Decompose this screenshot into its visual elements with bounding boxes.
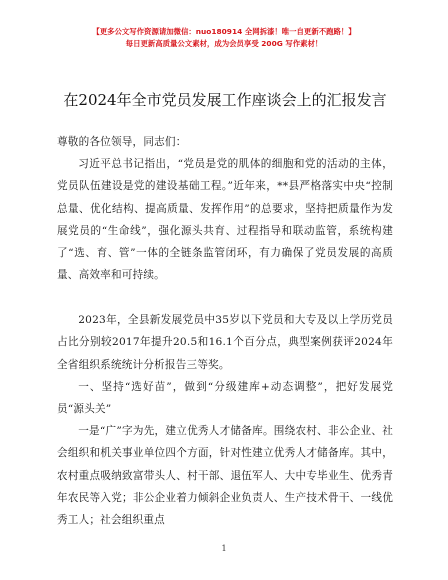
- salutation: 尊敬的各位领导，同志们：: [57, 136, 187, 148]
- page-number: 1: [221, 544, 227, 553]
- promo-banner-line-2: 每日更新高质量公文素材，成为会员享受 200G 写作素材！: [125, 39, 323, 48]
- paragraph-results: 2023年，全县新发展党员中35岁以下党员和大专及以上学历党员占比分别较2017年提升20.5和16.1个百分点，典型案例获评2024年全省组织系统统计分析报告三等奖。: [57, 314, 393, 371]
- section-heading-1: 一、坚持“选好苗”，做到“分级建库+动态调整”，把好发展党员“源头关”: [57, 381, 393, 416]
- document-title: 在2024年全市党员发展工作座谈会上的汇报发言: [63, 91, 387, 109]
- promo-banner: [0, 26, 448, 50]
- paragraph-talent-pool: 一是“广”字为先，建立优秀人才储备库。围绕农村、非公企业、社会组织和机关事业单位四个方面，针对性建立优秀人才储备库。其中，农村重点吸纳致富带头人、村干部、退伍军人、大中专毕业生、优秀青年农民等入党；非公企业着力倾斜企业负责人、生产技术骨干、一线优秀工人；社会组织重点: [57, 425, 393, 527]
- promo-banner-line-1: 【更多公文写作资源请加微信：nuo180914 全网拆漆！唯一自更新不跑路！】: [92, 27, 356, 36]
- paragraph-intro: 习近平总书记指出，“党员是党的肌体的细胞和党的活动的主体，党员队伍建设是党的建设基础工程。”近年来，**县严格落实中央“控制总量、优化结构、提高质量、发挥作用”的总要求，坚持把质量作为发展党员的“生命线”，强化源头共育、过程指导和联动监管，系统构建了“选、育、管”一体的全链条监管闭环，有力确保了党员发展的高质量、高效率和可持续。: [57, 158, 393, 282]
